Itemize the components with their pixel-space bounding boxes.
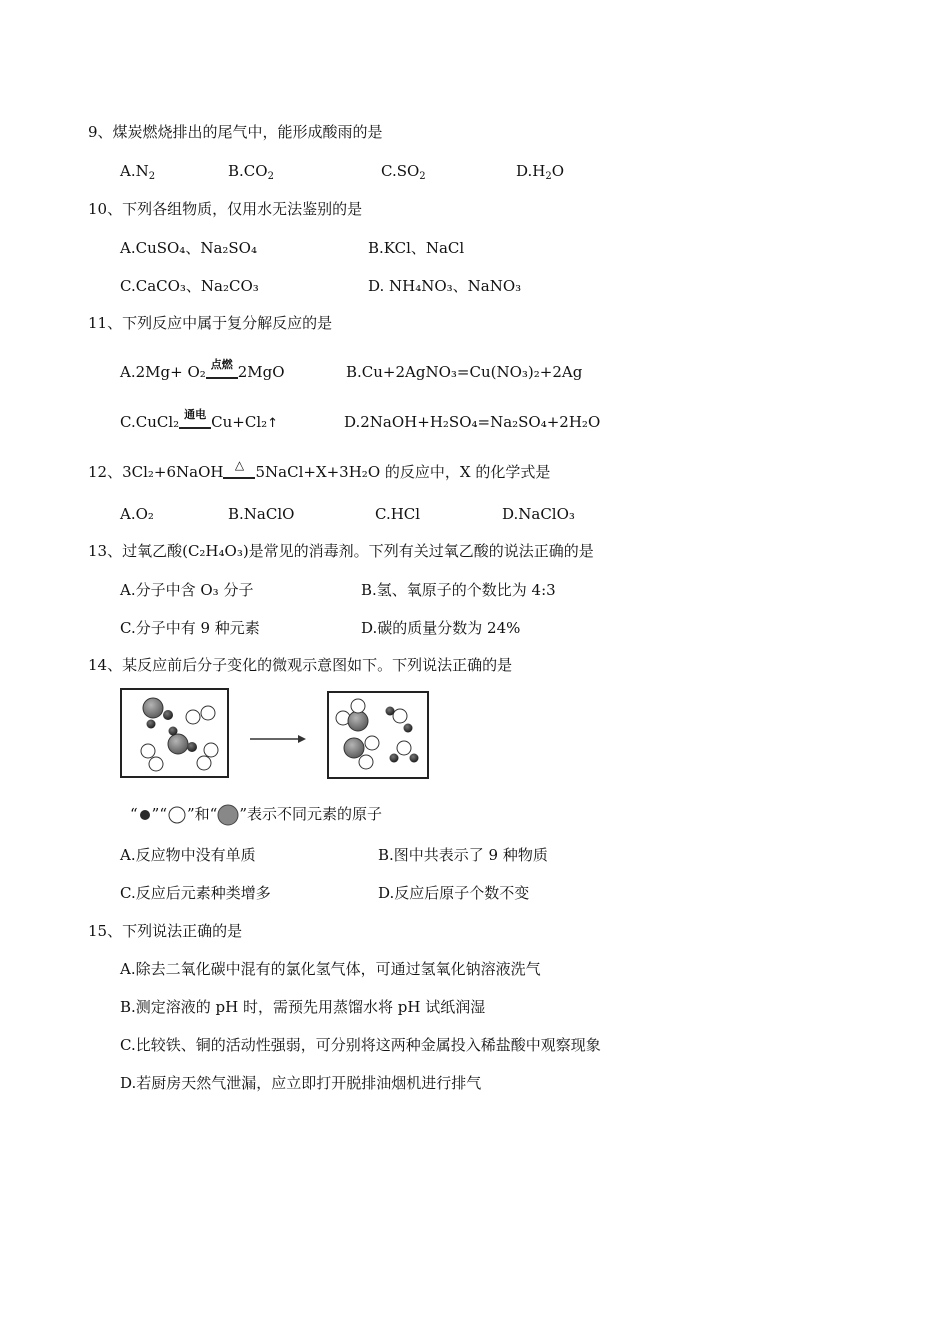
q11-option-a: A.2Mg+ O₂ 点燃 2MgO	[120, 358, 285, 381]
question-11-stem: 11、下列反应中属于复分解反应的是	[88, 314, 333, 332]
molecule-reaction-diagram	[118, 686, 438, 782]
q13-option-d: D.碳的质量分数为 24%	[361, 619, 521, 637]
gas-arrow-icon: ↑	[267, 416, 279, 431]
q11-option-b: B.Cu+2AgNO₃=Cu(NO₃)₂+2Ag	[346, 363, 583, 381]
q13-option-c: C.分子中有 9 种元素	[120, 619, 260, 637]
white-atom-icon	[167, 805, 187, 825]
q12-option-d: D.NaClO₃	[502, 505, 575, 523]
q14-option-d: D.反应后原子个数不变	[378, 884, 530, 902]
q10-option-d: D. NH₄NO₃、NaNO₃	[368, 277, 522, 295]
q10-option-a: A.CuSO₄、Na₂SO₄	[120, 239, 257, 257]
large-gray-atom-icon	[217, 804, 239, 826]
q12-option-c: C.HCl	[375, 505, 421, 523]
q11-option-d: D.2NaOH+H₂SO₄=Na₂SO₄+2H₂O	[344, 413, 601, 431]
q12-option-a: A.O₂	[120, 505, 154, 523]
q14-option-a: A.反应物中没有单质	[120, 846, 256, 864]
question-10-stem: 10、下列各组物质，仅用水无法鉴别的是	[88, 200, 363, 218]
q13-option-a: A.分子中含 O₃ 分子	[120, 581, 254, 599]
reaction-condition: △	[223, 463, 255, 483]
q13-option-b: B.氢、氧原子的个数比为 4:3	[361, 581, 556, 599]
small-dark-atom-icon	[138, 808, 152, 822]
q9-option-d: $D.H_2O$	[516, 162, 565, 182]
q14-option-b: B.图中共表示了 9 种物质	[378, 846, 548, 864]
q10-option-b: B.KCl、NaCl	[368, 239, 465, 257]
q10-option-c: C.CaCO₃、Na₂CO₃	[120, 277, 259, 295]
reaction-condition: 通电	[179, 413, 211, 433]
q12-option-b: B.NaClO	[228, 505, 295, 523]
question-12-stem: 12、3Cl₂+6NaOH △ 5NaCl+X+3H₂O 的反应中，X 的化学式是	[88, 458, 551, 481]
question-13-stem: 13、过氧乙酸(C₂H₄O₃)是常见的消毒剂。下列有关过氧乙酸的说法正确的是	[88, 542, 594, 560]
q9-option-a: $A.N_2$	[120, 162, 156, 182]
q14-option-c: C.反应后元素种类增多	[120, 884, 271, 902]
question-9-stem: 9、煤炭燃烧排出的尾气中，能形成酸雨的是	[88, 123, 383, 141]
atom-legend: “ ”“ ”和“ ”表示不同元素的原子	[130, 804, 382, 826]
q11-option-c: C.CuCl₂ 通电 Cu+Cl₂↑	[120, 408, 279, 431]
reaction-condition: 点燃	[206, 363, 238, 383]
question-15-stem: 15、下列说法正确的是	[88, 922, 243, 940]
q9-option-c: $C.SO_2$	[381, 162, 426, 182]
question-14-stem: 14、某反应前后分子变化的微观示意图如下。下列说法正确的是	[88, 656, 513, 674]
q15-option-a: A.除去二氧化碳中混有的氯化氢气体，可通过氢氧化钠溶液洗气	[120, 960, 541, 978]
q15-option-c: C.比较铁、铜的活动性强弱，可分别将这两种金属投入稀盐酸中观察现象	[120, 1036, 601, 1054]
q9-option-b: $B.CO_2$	[228, 162, 274, 182]
q15-option-b: B.测定溶液的 pH 时，需预先用蒸馏水将 pH 试纸润湿	[120, 998, 486, 1016]
q15-option-d: D.若厨房天然气泄漏，应立即打开脱排油烟机进行排气	[120, 1074, 482, 1092]
products-box	[328, 692, 428, 778]
